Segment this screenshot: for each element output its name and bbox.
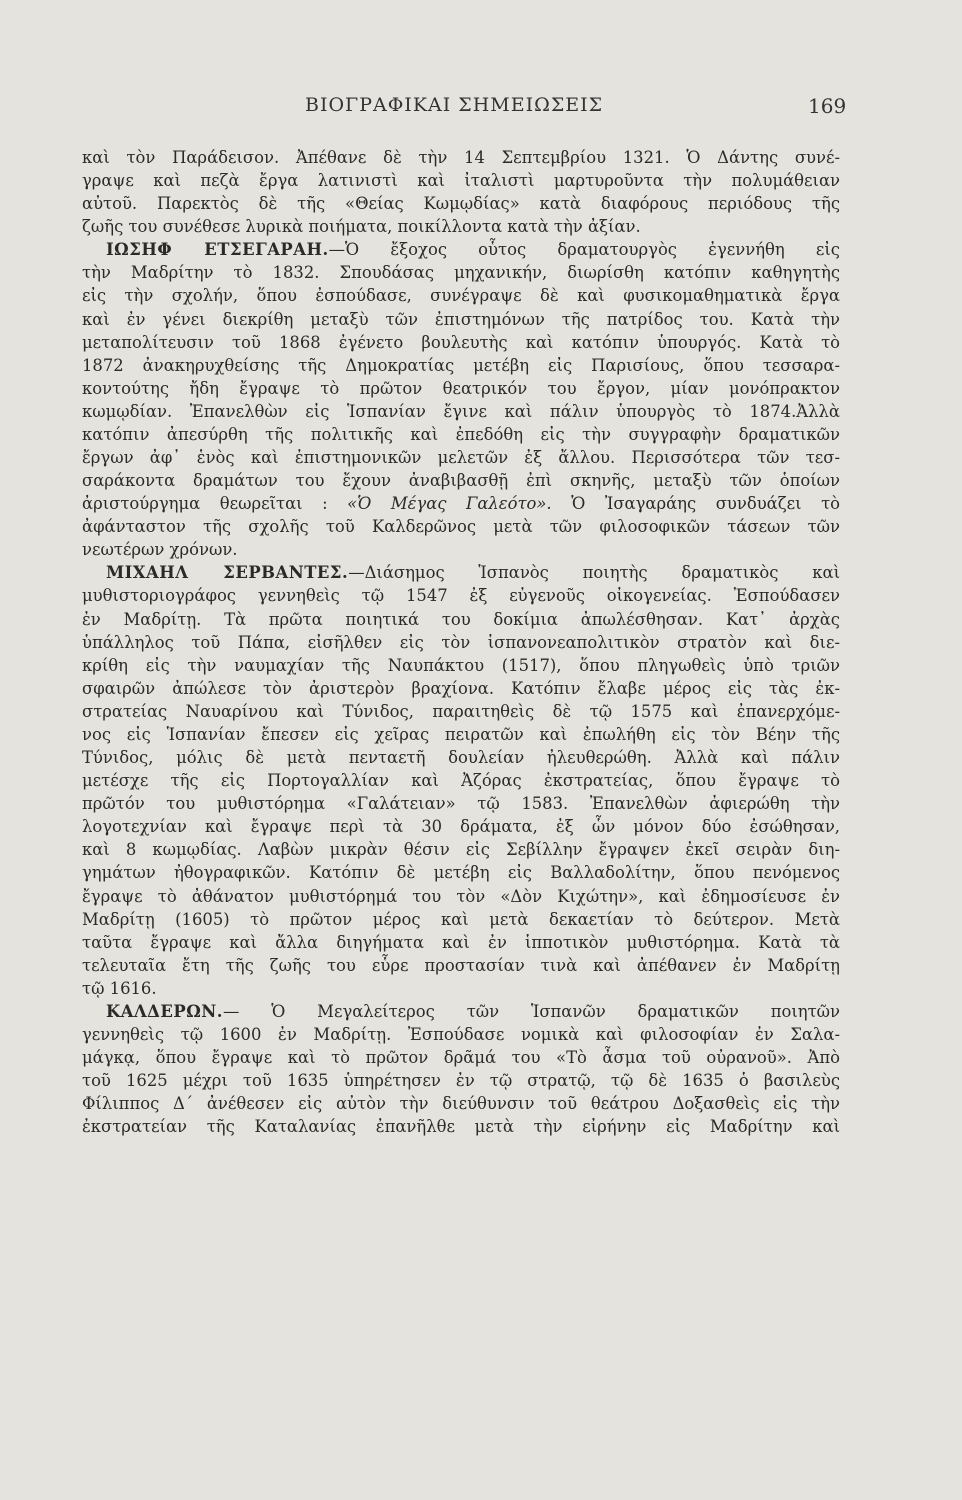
text-line bbox=[82, 377, 840, 400]
running-head: ΒΙΟΓΡΑΦΙΚΑΙ ΣΗΜΕΙΩΣΕΙΣ bbox=[305, 94, 604, 116]
line-text: ἔγραψε τὸ ἀθάνατον μυθιστόρημά του τὸν «Δὸν Κιχώτην», καὶ ἐδημοσίευσε ἐν bbox=[82, 886, 840, 906]
text-line bbox=[82, 192, 840, 215]
text-line bbox=[82, 423, 840, 446]
line-text: εἰς τὴν σχολήν, ὅπου ἐσπούδασε, συνέγραψε δὲ καὶ φυσικομαθηματικὰ ἔργα bbox=[82, 286, 840, 306]
line-text: μεταπολίτευσιν τοῦ 1868 ἐγένετο βουλευτὴς καὶ κατόπιν ὑπουργός. Κατὰ τὸ bbox=[82, 332, 840, 352]
text-line bbox=[82, 815, 840, 838]
line-text: τὴν Μαδρίτην τὸ 1832. Σπουδάσας μηχανικήν, διωρίσθη κατόπιν καθηγητὴς bbox=[82, 263, 840, 283]
line-text: καὶ τὸν Παράδεισον. Ἀπέθανε δὲ τὴν 14 Σεπτεμβρίου 1321. Ὁ Δάντης συνέ- bbox=[82, 148, 840, 167]
line-text: αὐτοῦ. Παρεκτὸς δὲ τῆς «Θείας Κωμῳδίας» κατὰ διαφόρους περιόδους τῆς bbox=[82, 194, 840, 214]
text-line bbox=[82, 631, 840, 654]
line-text: μυθιστοριογράφος γεννηθεὶς τῷ 1547 ἐξ εὐγενοῦς οἰκογενείας. Ἐσπούδασεν bbox=[82, 586, 840, 606]
text-line bbox=[82, 954, 840, 977]
line-text: στρατείας Ναυαρίνου καὶ Τύνιδος, παραιτηθεὶς δὲ τῷ 1575 καὶ ἐπανερχόμε- bbox=[82, 701, 840, 721]
page-number: 169 bbox=[808, 94, 847, 118]
text-line bbox=[82, 492, 840, 515]
text-line bbox=[82, 838, 840, 861]
text-line bbox=[82, 331, 840, 354]
text-line bbox=[82, 584, 840, 607]
line-text: ὑπάλληλος τοῦ Πάπα, εἰσῆλθεν εἰς τὸν ἱσπανονεαπολιτικὸν στρατὸν καὶ διε- bbox=[82, 632, 840, 652]
line-text: —Ὁ ἔξοχος οὗτος δραματουργὸς ἐγεννήθη εἰς bbox=[328, 240, 840, 260]
text-line bbox=[82, 469, 840, 492]
line-text: καὶ 8 κωμῳδίας. Λαβὼν μικρὰν θέσιν εἰς Σεβίλλην ἔγραψεν ἐκεῖ σειρὰν διη- bbox=[82, 840, 840, 860]
line-text: σφαιρῶν ἀπώλεσε τὸν ἀριστερὸν βραχίονα. Κατόπιν ἔλαβε μέρος εἰς τὰς ἐκ- bbox=[82, 678, 840, 698]
line-text: πρῶτόν του μυθιστόρημα «Γαλάτειαν» τῷ 1583. Ἐπανελθὼν ἀφιερώθη τὴν bbox=[82, 794, 840, 814]
line-text: μάγκᾳ, ὅπου ἔγραψε καὶ τὸ πρῶτον δρᾶμά του «Τὸ ἆσμα τοῦ οὐρανοῦ». Ἀπὸ bbox=[82, 1048, 840, 1068]
line-text: τελευταῖα ἔτη τῆς ζωῆς του εὗρε προστασίαν τινὰ καὶ ἀπέθανεν ἐν Μαδρίτῃ bbox=[82, 955, 840, 975]
text-line bbox=[82, 446, 840, 469]
line-text: γραψε καὶ πεζὰ ἔργα λατινιστὶ καὶ ἰταλιστὶ μαρτυροῦντα τὴν πολυμάθειαν bbox=[82, 171, 840, 191]
text-line bbox=[82, 931, 840, 954]
line-text-tail: Ὁ Ἰσαγαράης συνδυάζει τὸ bbox=[571, 494, 840, 514]
line-text: κρίθη εἰς τὴν ναυμαχίαν τῆς Ναυπάκτου (1517), ὅπου πληγωθεὶς ὑπὸ τριῶν bbox=[82, 655, 840, 675]
text-line bbox=[82, 1023, 840, 1046]
line-text: τοῦ 1625 μέχρι τοῦ 1635 ὑπηρέτησεν ἐν τῷ στρατῷ, τῷ δὲ 1635 ὁ βασιλεὺς bbox=[82, 1071, 840, 1091]
line-text: ζωῆς του συνέθεσε λυρικὰ ποιήματα, ποικίλλοντα κατὰ τὴν ἀξίαν. bbox=[82, 217, 641, 237]
text-line bbox=[82, 908, 840, 931]
text-line bbox=[82, 1115, 840, 1138]
text-line bbox=[82, 769, 840, 792]
text-line bbox=[82, 146, 840, 169]
text-line bbox=[82, 654, 840, 677]
line-text: ἀριστούργημα θεωρεῖται : bbox=[82, 494, 328, 514]
line-text: —Διάσημος Ἱσπανὸς ποιητὴς δραματικὸς καὶ bbox=[348, 563, 840, 583]
line-text: τῷ 1616. bbox=[82, 978, 157, 998]
text-line bbox=[82, 1000, 840, 1023]
entry-heading: ΚΑΛΔΕΡΩΝ. bbox=[106, 1001, 223, 1021]
line-text: νεωτέρων χρόνων. bbox=[82, 540, 238, 560]
line-text: καὶ ἐν γένει διεκρίθη μεταξὺ τῶν ἐπιστημόνων τῆς πατρίδος του. Κατὰ τὴν bbox=[82, 309, 840, 329]
text-line bbox=[82, 561, 840, 584]
italic-title: «Ὁ Μέγας Γαλεότο». bbox=[347, 494, 552, 514]
line-text: κωμῳδίαν. Ἐπανελθὼν εἰς Ἱσπανίαν ἔγινε καὶ πάλιν ὑπουργὸς τὸ 1874.Ἀλλὰ bbox=[82, 401, 840, 421]
text-line bbox=[82, 284, 840, 307]
entry-heading: ΙΩΣΗΦ ΕΤΣΕΓΑΡΑΗ. bbox=[106, 240, 329, 260]
line-text: Φίλιππος Δ´ ἀνέθεσεν εἰς αὐτὸν τὴν διεύθυνσιν τοῦ θεάτρου Δοξασθεὶς εἰς τὴν bbox=[82, 1094, 840, 1114]
line-text: μετέσχε τῆς εἰς Πορτογαλλίαν καὶ Ἀζόρας ἐκστρατείας, ὅπου ἔγραψε τὸ bbox=[82, 771, 840, 791]
line-text: ἔργων ἀφ᾽ ἑνὸς καὶ ἐπιστημονικῶν μελετῶν ἐξ ἄλλου. Περισσότερα τῶν τεσ- bbox=[82, 448, 840, 468]
text-line bbox=[82, 515, 840, 538]
text-line bbox=[82, 977, 840, 1000]
text-line bbox=[82, 885, 840, 908]
line-text: σαράκοντα δραμάτων του ἔχουν ἀναβιβασθῇ ἐπὶ σκηνῆς, μεταξὺ τῶν ὁποίων bbox=[82, 471, 840, 491]
text-line bbox=[82, 700, 840, 723]
line-text: — Ὁ Μεγαλείτερος τῶν Ἱσπανῶν δραματικῶν ποιητῶν bbox=[223, 1001, 840, 1021]
line-text: γεννηθεὶς τῷ 1600 ἐν Μαδρίτῃ. Ἐσπούδασε νομικὰ καὶ φιλοσοφίαν ἐν Σαλα- bbox=[82, 1024, 840, 1044]
text-line bbox=[82, 746, 840, 769]
text-line bbox=[82, 861, 840, 884]
text-line bbox=[82, 169, 840, 192]
text-line bbox=[82, 792, 840, 815]
page-header bbox=[0, 94, 962, 124]
text-line bbox=[82, 608, 840, 631]
line-text: ταῦτα ἔγραψε καὶ ἄλλα διηγήματα καὶ ἐν ἱπποτικὸν μυθιστόρημα. Κατὰ τὰ bbox=[82, 932, 840, 952]
text-line bbox=[82, 1092, 840, 1115]
line-text: 1872 ἀνακηρυχθείσης τῆς Δημοκρατίας μετέβη εἰς Παρισίους, ὅπου τεσσαρα- bbox=[82, 355, 840, 375]
text-line bbox=[82, 1069, 840, 1092]
text-line bbox=[82, 308, 840, 331]
line-text: ἐκστρατείαν τῆς Καταλανίας ἐπανῆλθε μετὰ τὴν εἰρήνην εἰς Μαδρίτην καὶ bbox=[82, 1117, 840, 1137]
line-text: ἐν Μαδρίτῃ. Τὰ πρῶτα ποιητικά του δοκίμια ἀπωλέσθησαν. Κατ᾽ ἀρχὰς bbox=[82, 609, 840, 629]
line-text: ἀφάνταστον τῆς σχολῆς τοῦ Καλδερῶνος μετὰ τῶν φιλοσοφικῶν τάσεων τῶν bbox=[82, 517, 840, 537]
line-text: Τύνιδος, μόλις δὲ μετὰ πενταετῆ δουλείαν ἠλευθερώθη. Ἀλλὰ καὶ πάλιν bbox=[82, 748, 840, 768]
line-text: γημάτων ἠθογραφικῶν. Κατόπιν δὲ μετέβη εἰς Βαλλαδολίτην, ὅπου πενόμενος bbox=[82, 863, 840, 883]
entry-heading: ΜΙΧΑΗΛ ΣΕΡΒΑΝΤΕΣ. bbox=[106, 563, 349, 583]
text-line bbox=[82, 261, 840, 284]
text-line bbox=[82, 354, 840, 377]
line-text: κατόπιν ἀπεσύρθη τῆς πολιτικῆς καὶ ἐπεδόθη εἰς τὴν συγγραφὴν δραματικῶν bbox=[82, 424, 840, 444]
text-line bbox=[82, 215, 840, 238]
text-line bbox=[82, 723, 840, 746]
line-text: λογοτεχνίαν καὶ ἔγραψε περὶ τὰ 30 δράματα, ἐξ ὧν μόνον δύο ἐσώθησαν, bbox=[82, 817, 840, 837]
line-text: Μαδρίτῃ (1605) τὸ πρῶτον μέρος καὶ μετὰ δεκαετίαν τὸ δεύτερον. Μετὰ bbox=[82, 909, 840, 929]
line-text: νος εἰς Ἱσπανίαν ἔπεσεν εἰς χεῖρας πειρατῶν καὶ ἐπωλήθη εἰς τὸν Βέην τῆς bbox=[82, 724, 840, 744]
text-line bbox=[82, 538, 840, 561]
body-text bbox=[82, 146, 840, 1138]
text-line bbox=[82, 677, 840, 700]
text-line bbox=[82, 1046, 840, 1069]
text-line bbox=[82, 238, 840, 261]
line-text: κοντούτης ἤδη ἔγραψε τὸ πρῶτον θεατρικόν του ἔργον, μίαν μονόπρακτον bbox=[82, 378, 840, 398]
text-line bbox=[82, 400, 840, 423]
